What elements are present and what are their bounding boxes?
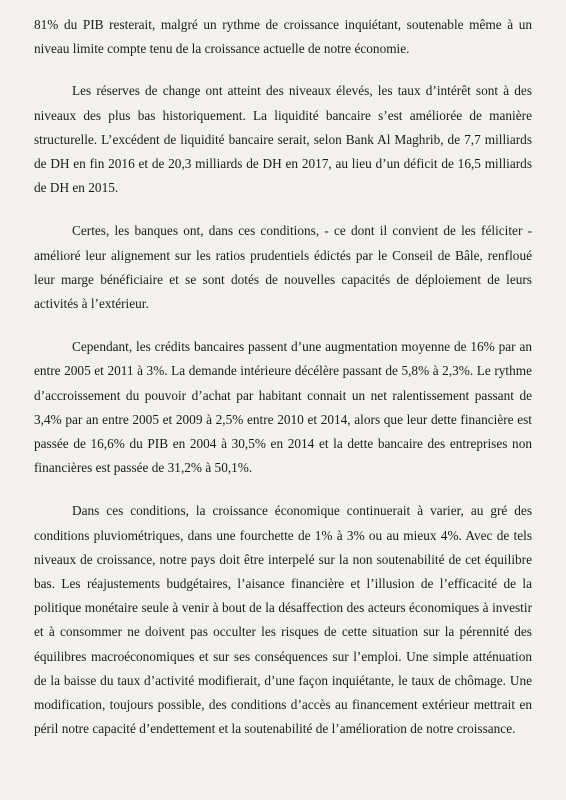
paragraph-banks-performance: Certes, les banques ont, dans ces conditions, - ce dont il convient de les féliciter - amélioré leur alignement sur les ratios prudentiels édictés par le Conseil de Bâle, renfloué leur marge bénéficiaire et se sont dotés de nouvelles capacités de déploiement de leurs activités à l’extérieur. — [34, 223, 532, 312]
paragraph-reserves-liquidity: Les réserves de change ont atteint des niveaux élevés, les taux d’intérêt sont à des niveaux des plus bas historiquement. La liquidité bancaire s’est améliorée de manière structurelle. L’excédent de liquidité bancaire serait, selon Bank Al Maghrib, de 7,7 milliards de DH en fin 2016 et de 20,3 milliards de DH en 2017, au lieu d’un déficit de 16,5 milliards de DH en 2015. — [34, 83, 532, 196]
paragraph-growth-risks: Dans ces conditions, la croissance économique continuerait à varier, au gré des conditions pluviométriques, dans une fourchette de 1% à 3% ou au mieux 4%. Avec de tels niveaux de croissance, notre pays doit être interpelé sur la non soutenabilité de cet équilibre bas. Les réajustements budgétaires, l’aisance financière et l’illusion de l’efficacité de la politique monétaire seule à venir à bout de la désaffection des acteurs économiques à investir et à consommer ne doivent pas occulter les risques de cette situation sur la pérennité des équilibres macroéconomiques et sur ses conséquences sur l’emploi. Une simple atténuation de la baisse du taux d’activité modifierait, d’une façon inquiétante, le taux de chômage. Une modification, toujours possible, des conditions d’accès au financement extérieur mettrait en péril notre capacité d’endettement et la soutenabilité de l’amélioration de notre croissance. — [34, 503, 532, 737]
paragraph-debt-continuation: 81% du PIB resterait, malgré un rythme de croissance inquiétant, soutenable même à un niveau limite compte tenu de la croissance actuelle de notre économie. — [34, 17, 532, 57]
paragraph-credit-slowdown: Cependant, les crédits bancaires passent d’une augmentation moyenne de 16% par an entre 2005 et 2011 à 3%. La demande intérieure décélère passant de 5,8% à 2,3%. Le rythme d’accroissement du pouvoir d’achat par habitant connait un net ralentissement passant de 3,4% par an entre 2005 et 2009 à 2,5% entre 2010 et 2014, alors que leur dette financière est passée de 16,6% du PIB en 2004 à 30,5% en 2014 et la dette bancaire des entreprises non financières est passée de 31,2% à 50,1%. — [34, 339, 532, 476]
